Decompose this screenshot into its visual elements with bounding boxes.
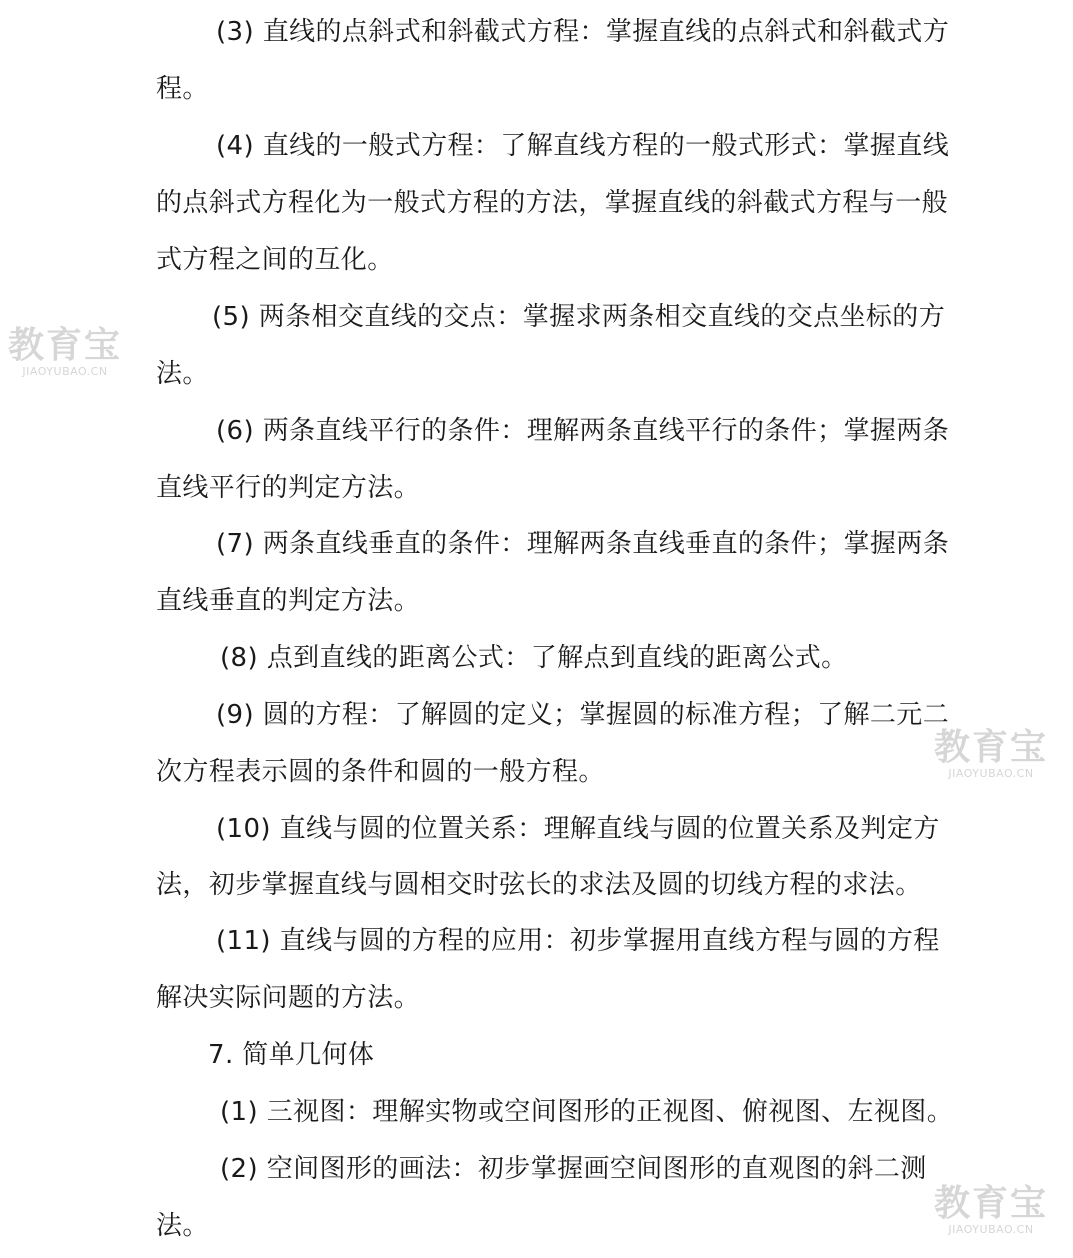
para-5-line-2: 法。: [156, 359, 209, 389]
sub-2-line-2: 法。: [156, 1211, 209, 1241]
sub-2-line-1: (2) 空间图形的画法：初步掌握画空间图形的直观图的斜二测: [220, 1154, 927, 1184]
para-4-line-1: (4) 直线的一般式方程：了解直线方程的一般式形式：掌握直线: [216, 131, 950, 161]
watermark-url-text: JIAOYUBAO.CN: [948, 1223, 1034, 1236]
para-4-line-2: 的点斜式方程化为一般式方程的方法，掌握直线的斜截式方程与一般: [156, 188, 949, 218]
section-heading-7: 7. 简单几何体: [208, 1040, 375, 1070]
watermark-logo-text: 教育宝: [934, 1183, 1049, 1224]
para-7-line-2: 直线垂直的判定方法。: [156, 586, 421, 616]
para-3-line-1: (3) 直线的点斜式和斜截式方程：掌握直线的点斜式和斜截式方: [216, 17, 950, 47]
para-11-line-1: (11) 直线与圆的方程的应用：初步掌握用直线方程与圆的方程: [216, 926, 940, 956]
watermark-url-text: JIAOYUBAO.CN: [22, 365, 108, 378]
para-6-line-1: (6) 两条直线平行的条件：理解两条直线平行的条件；掌握两条: [216, 416, 950, 446]
watermark-left: [8, 326, 122, 378]
para-3-line-2: 程。: [156, 74, 209, 104]
para-7-line-1: (7) 两条直线垂直的条件：理解两条直线垂直的条件；掌握两条: [216, 529, 950, 559]
sub-1-line-1: (1) 三视图：理解实物或空间图形的正视图、俯视图、左视图。: [220, 1097, 954, 1127]
para-10-line-2: 法，初步掌握直线与圆相交时弦长的求法及圆的切线方程的求法。: [156, 870, 922, 900]
para-5-line-1: (5) 两条相交直线的交点：掌握求两条相交直线的交点坐标的方: [212, 302, 946, 332]
watermark-right-bottom: [934, 1184, 1048, 1236]
para-6-line-2: 直线平行的判定方法。: [156, 473, 421, 503]
para-10-line-1: (10) 直线与圆的位置关系：理解直线与圆的位置关系及判定方: [216, 814, 940, 844]
watermark-logo-text: 教育宝: [8, 325, 123, 366]
watermark-logo-text: 教育宝: [934, 727, 1049, 768]
para-11-line-2: 解决实际问题的方法。: [156, 983, 421, 1013]
para-8-line-1: (8) 点到直线的距离公式：了解点到直线的距离公式。: [220, 643, 848, 673]
para-9-line-1: (9) 圆的方程：了解圆的定义；掌握圆的标准方程；了解二元二: [216, 700, 950, 730]
watermark-url-text: JIAOYUBAO.CN: [948, 767, 1034, 780]
watermark-right-middle: [934, 728, 1048, 780]
para-4-line-3: 式方程之间的互化。: [156, 245, 394, 275]
para-9-line-2: 次方程表示圆的条件和圆的一般方程。: [156, 757, 605, 787]
